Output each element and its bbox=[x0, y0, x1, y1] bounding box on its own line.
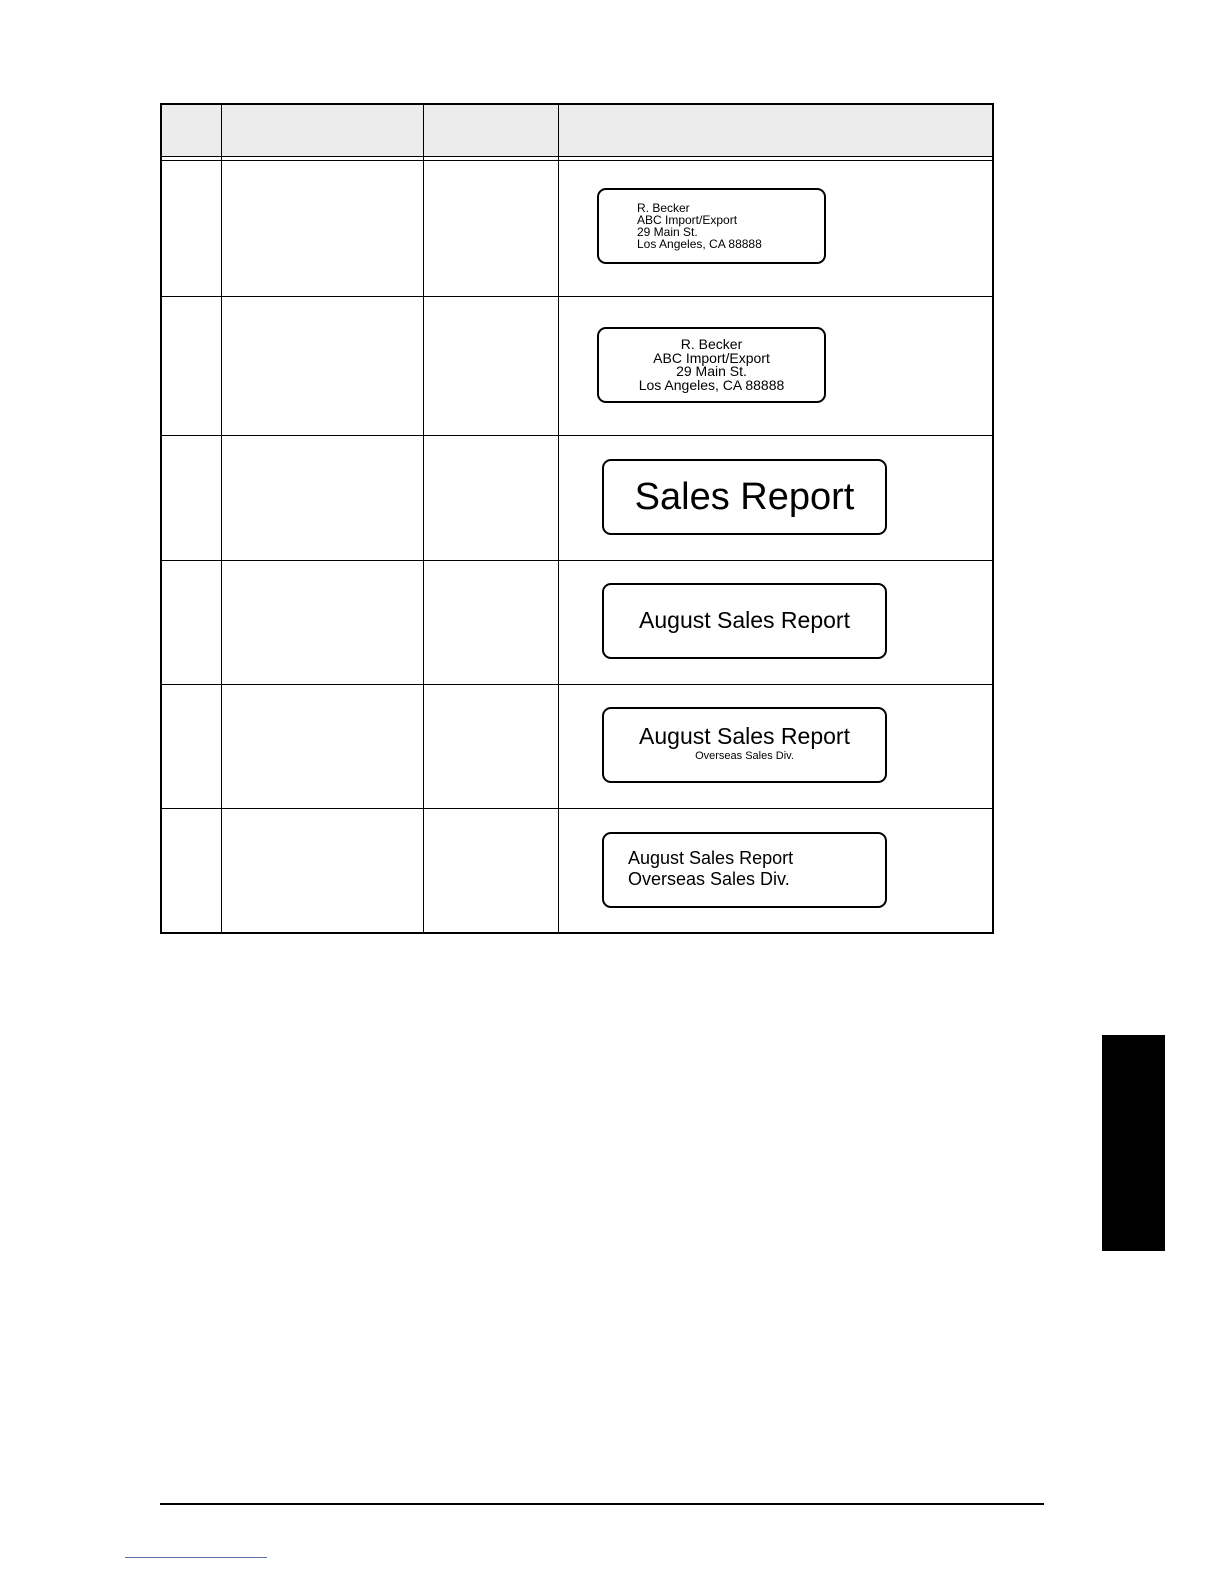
preview-line: Sales Report bbox=[634, 476, 855, 518]
header-divider bbox=[162, 156, 992, 161]
preview-line: 29 Main St. bbox=[637, 225, 698, 239]
row-divider bbox=[162, 296, 992, 297]
column-divider bbox=[221, 105, 222, 932]
footer-rule bbox=[160, 1503, 1044, 1505]
row-divider bbox=[162, 684, 992, 685]
header-cell-value bbox=[426, 105, 559, 157]
label-preview-medium-single-line bbox=[602, 583, 887, 659]
preview-line: Overseas Sales Div. bbox=[628, 869, 790, 889]
header-cell-number bbox=[162, 105, 222, 157]
header-cell-sample bbox=[561, 105, 992, 157]
label-preview-centered-address bbox=[597, 327, 826, 403]
header-cell-setting bbox=[224, 105, 424, 157]
preview-line: ABC Import/Export bbox=[653, 349, 770, 366]
preview-line: August Sales Report bbox=[639, 607, 850, 633]
preview-line: ABC Import/Export bbox=[637, 213, 738, 227]
column-divider bbox=[558, 105, 559, 932]
column-divider bbox=[423, 105, 424, 932]
preview-line: August Sales Report bbox=[628, 848, 794, 868]
preview-line: August Sales Report bbox=[639, 723, 850, 749]
footer-link-underline bbox=[125, 1557, 267, 1558]
preview-line: R. Becker bbox=[680, 336, 743, 352]
preview-line: Los Angeles, CA 88888 bbox=[638, 376, 785, 393]
label-preview-left-aligned-address bbox=[597, 188, 826, 264]
section-thumb-tab bbox=[1102, 1035, 1165, 1251]
label-preview-large-single-line bbox=[602, 459, 887, 535]
label-preview-two-sizes bbox=[602, 707, 887, 783]
table-header-row bbox=[162, 105, 992, 157]
preview-line: 29 Main St. bbox=[676, 363, 747, 379]
row-divider bbox=[162, 808, 992, 809]
row-divider bbox=[162, 435, 992, 436]
preview-line: R. Becker bbox=[637, 201, 690, 215]
row-divider bbox=[162, 560, 992, 561]
label-preview-two-lines-left bbox=[602, 832, 887, 908]
preview-line: Overseas Sales Div. bbox=[695, 750, 794, 762]
preview-line: Los Angeles, CA 88888 bbox=[637, 237, 762, 251]
